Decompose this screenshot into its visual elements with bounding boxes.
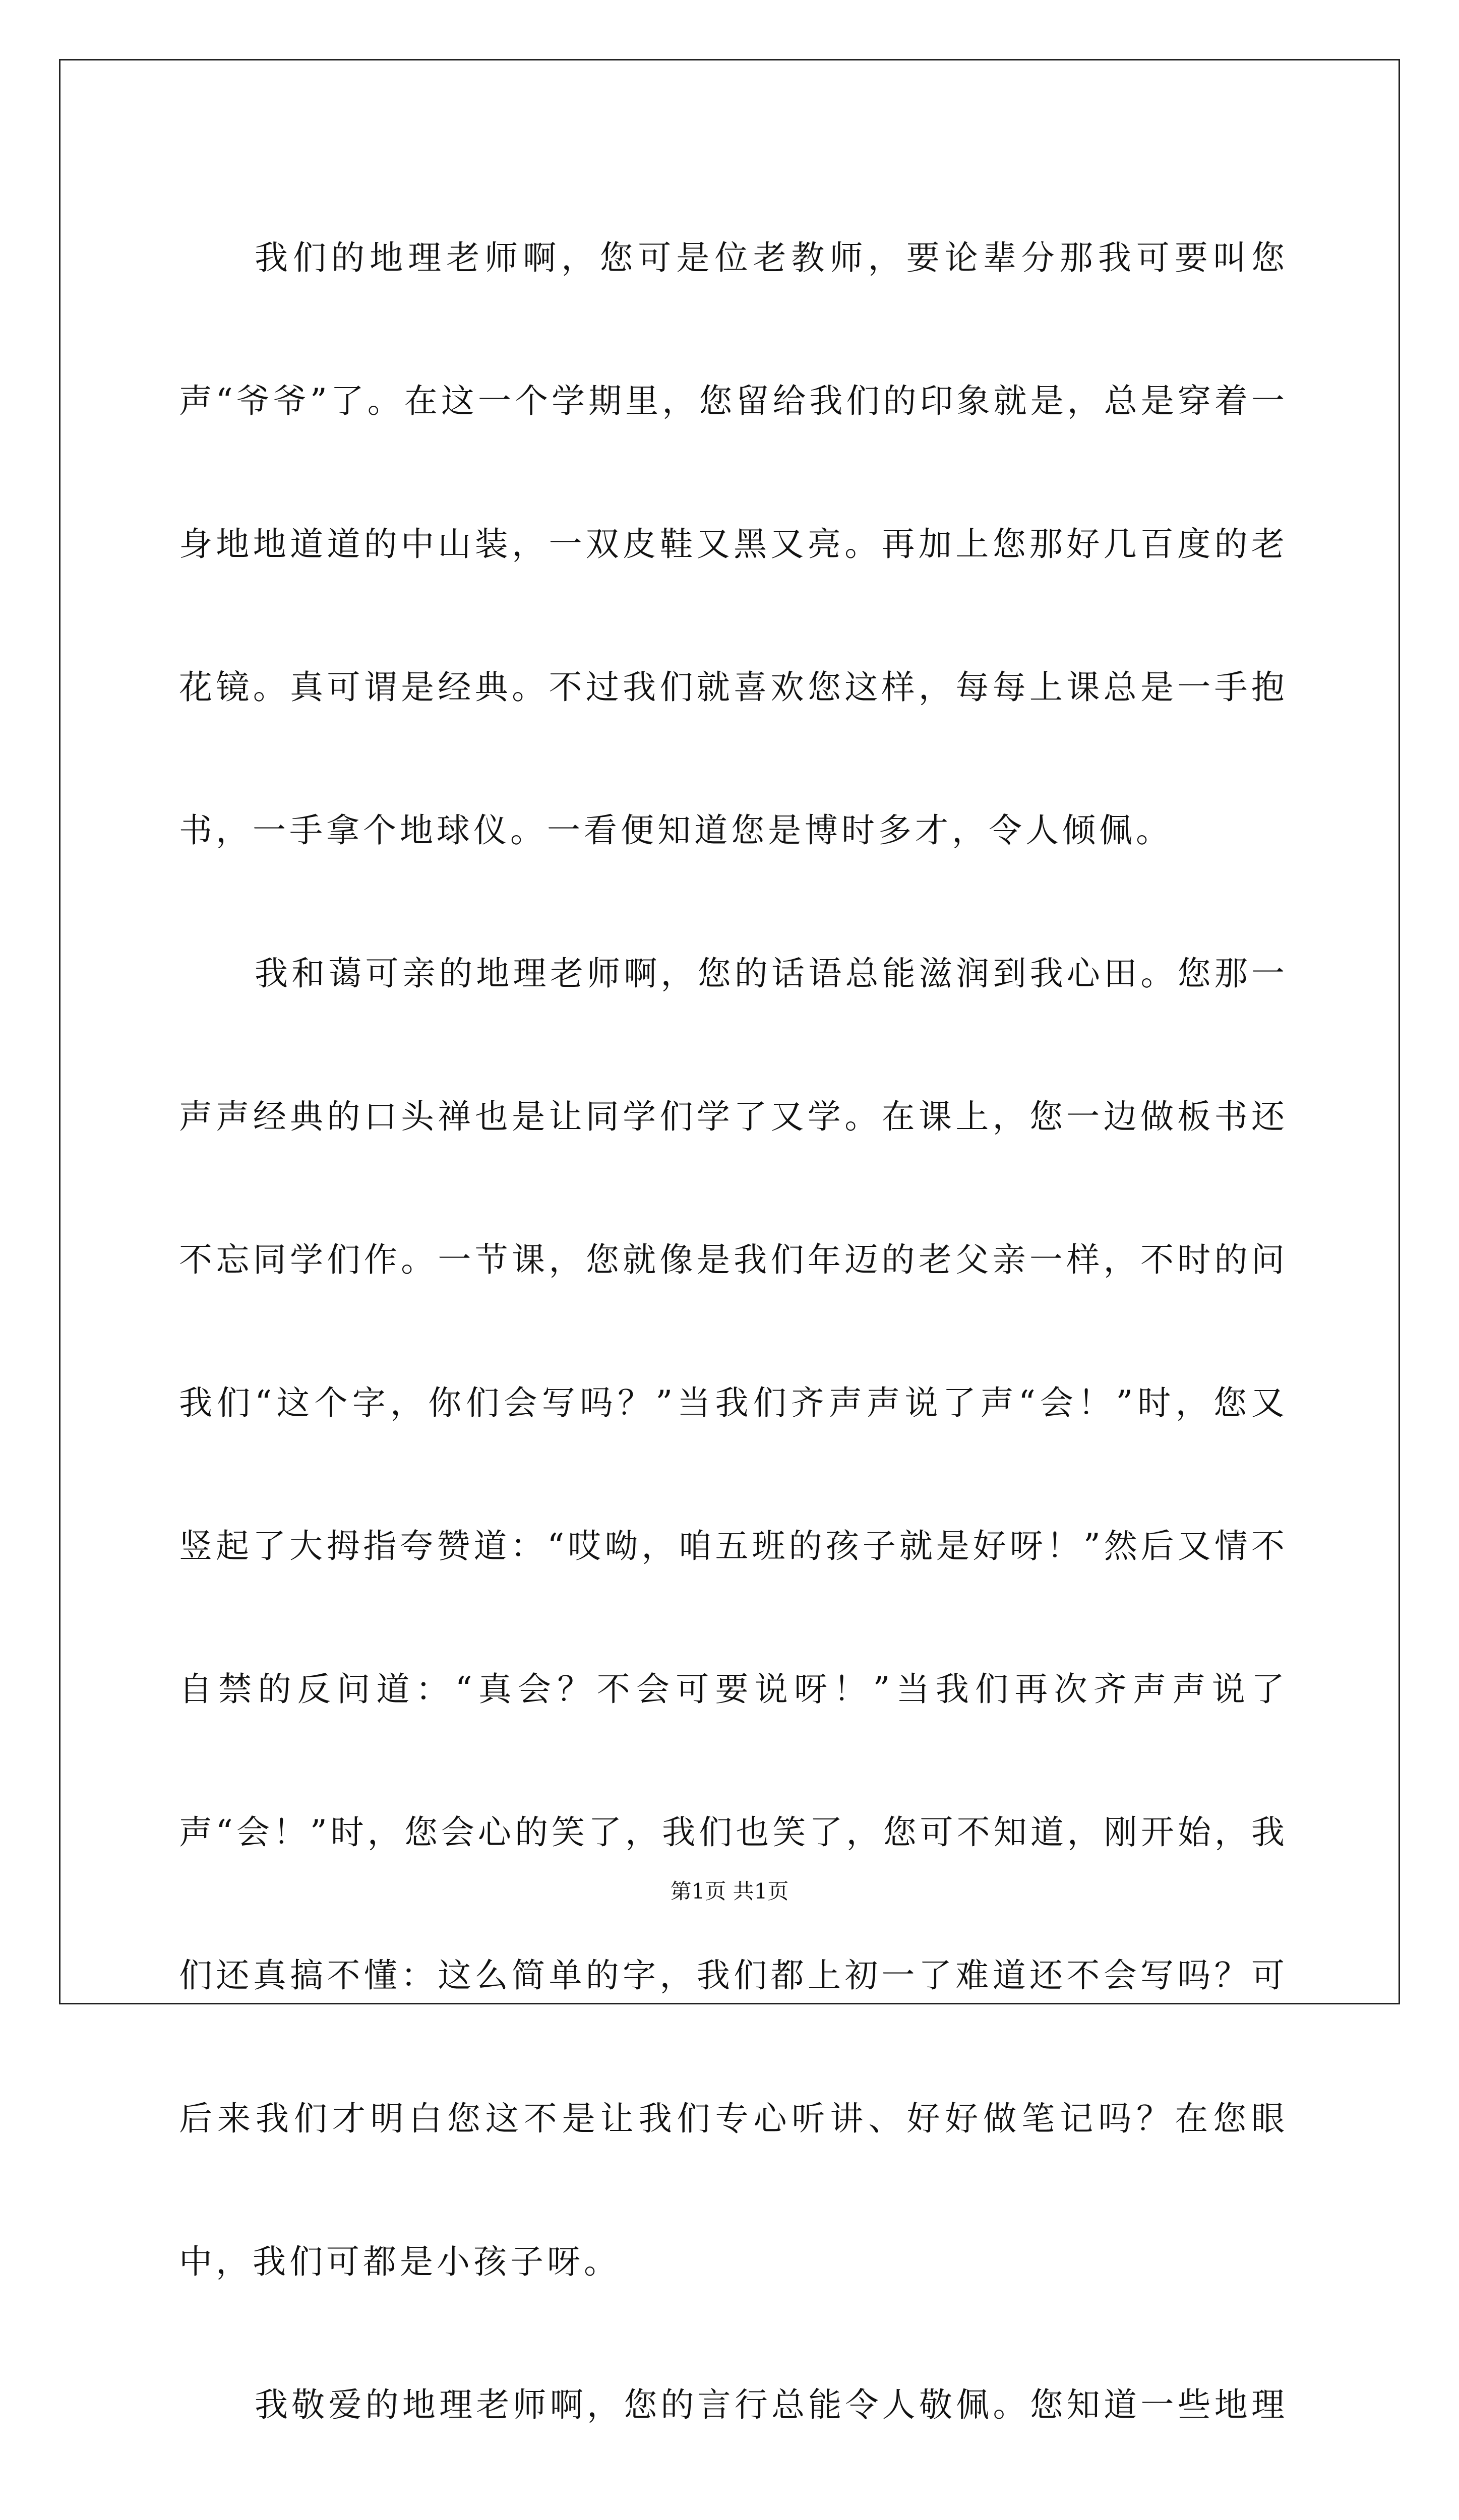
page-footer: 第1页 共1页	[670, 1879, 789, 1904]
document-body	[179, 186, 1288, 2520]
paragraph-3: 我敬爱的地理老师啊，您的言行总能令人敬佩。您知道一些地理	[255, 2385, 1288, 2424]
paragraph-2: 我和蔼可亲的地理老师啊，您的话语总能滋润到我心田。您那一声声经典的口头禅也是让同学们学了又学。在课上，您一边做板书还不忘同学们作。一节课，您就像是我们年迈的老父亲一样，不时的问我们“这个字，你们会写吗？”当我们齐声声说了声“会！”时，您又竖起了大拇指夸赞道：“哎呦，咱五班的孩子就是好呀！”然后又情不自禁的反问道：“真会？不会可要说呀！”当我们再次齐声声说了声“会！”时，您会心的笑了，我们也笑了，您可不知道，刚开始，我们还真搞不懂：这么简单的字，我们都上初一了难道还不会写吗？可后来我们才明白您这不是让我们专心听讲、好好做笔记吗？在您眼中，我们可都是小孩子呀。	[179, 954, 1288, 2281]
paragraph-1: 我们的地理老师啊，您可是位老教师，要论辈分那我可要叫您声“爷爷”了。在这一个学期里，您留给我们的印象就是，总是穿着一身地地道道的中山装，一双皮鞋又黑又亮。再加上您那好几百度的老花镜。真可谓是经典。不过我们就喜欢您这样，每每上课总是一手抱书，一手拿个地球仪。一看便知道您是博时多才，令人倾佩。	[179, 238, 1288, 850]
